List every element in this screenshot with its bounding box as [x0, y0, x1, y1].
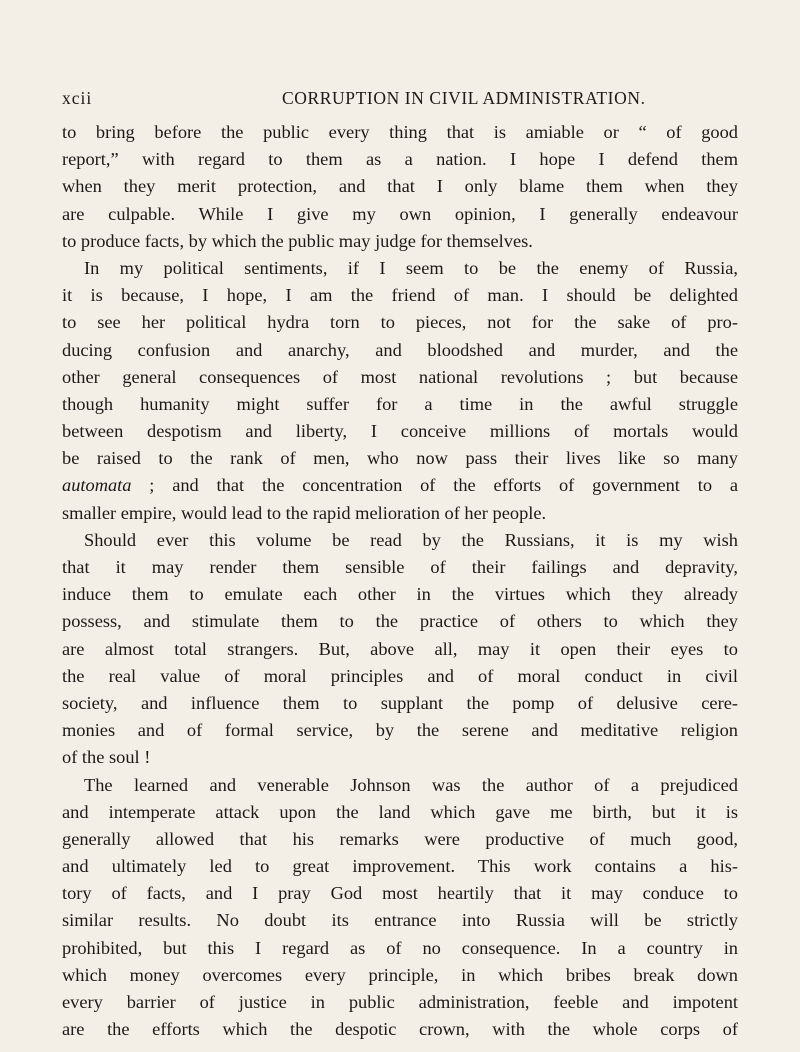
text-line — [62, 717, 738, 744]
text-line — [62, 663, 738, 690]
text-line — [62, 445, 738, 472]
italic-text: automata — [62, 475, 132, 496]
line-text: similar results. No doubt its entrance into Russia will be strictly — [62, 910, 738, 931]
line-text: when they merit protection, and that I only blame them when they — [62, 176, 738, 197]
line-text: The learned and venerable Johnson was the author of a prejudiced — [84, 774, 738, 795]
line-text: be raised to the rank of men, who now pass their lives like so many — [62, 448, 738, 469]
line-text: prohibited, but this I regard as of no consequence. In a country in — [62, 937, 738, 958]
text-line — [62, 119, 738, 146]
line-text: report,” with regard to them as a nation. I hope I defend them — [62, 149, 738, 170]
text-line — [62, 772, 738, 799]
text-line — [62, 337, 738, 364]
text-line — [62, 989, 738, 1016]
text-line — [62, 554, 738, 581]
text-line — [62, 282, 738, 309]
text-line — [62, 935, 738, 962]
line-text: it is because, I hope, I am the friend of man. I should be delighted — [62, 285, 738, 306]
body-text — [62, 119, 738, 1043]
line-text: monies and of formal service, by the serene and meditative religion — [62, 720, 738, 741]
text-line — [62, 418, 738, 445]
line-text: and ultimately led to great improvement. This work contains a his- — [62, 856, 738, 877]
text-line — [62, 880, 738, 907]
line-text: to see her political hydra torn to pieces, not for the sake of pro- — [62, 312, 738, 333]
line-text: to bring before the public every thing that is amiable or “ of good — [62, 122, 738, 142]
running-title: CORRUPTION IN CIVIL ADMINISTRATION. — [282, 88, 646, 108]
text-line — [62, 364, 738, 391]
line-text: and intemperate attack upon the land which gave me birth, but it is — [62, 801, 738, 822]
line-text: induce them to emulate each other in the virtues which they already — [62, 584, 738, 605]
text-line — [62, 146, 738, 173]
text-line — [62, 309, 738, 336]
line-text: that it may render them sensible of their failings and depravity, — [62, 557, 738, 577]
line-text: society, and influence them to supplant the pomp of delusive cere- — [62, 692, 738, 713]
line-text: of the soul ! — [62, 747, 151, 768]
text-line — [62, 608, 738, 635]
line-text: generally allowed that his remarks were productive of much good, — [62, 828, 738, 849]
text-line — [62, 581, 738, 608]
text-line — [62, 527, 738, 554]
line-text: ducing confusion and anarchy, and bloodshed and murder, and the — [62, 339, 738, 360]
line-text: Should ever this volume be read by the Russians, it is my wish — [84, 529, 738, 550]
text-line — [62, 472, 738, 499]
line-text: tory of facts, and I pray God most heartily that it may conduce to — [62, 883, 738, 904]
line-text: possess, and stimulate them to the practice of others to which they — [62, 611, 738, 632]
text-line — [62, 826, 738, 853]
line-text: which money overcomes every principle, in which bribes break down — [62, 964, 738, 985]
text-line — [62, 391, 738, 418]
line-text: every barrier of justice in public administration, feeble and impotent — [62, 992, 738, 1012]
text-line — [62, 907, 738, 934]
text-line — [62, 636, 738, 663]
text-line — [62, 744, 738, 771]
line-text: smaller empire, would lead to the rapid melioration of her people. — [62, 502, 547, 523]
line-text: other general consequences of most national revolutions ; but because — [62, 366, 738, 387]
line-text: ; and that the concentration of the efforts of government to a — [131, 475, 738, 496]
text-line — [62, 500, 738, 527]
text-line — [62, 853, 738, 880]
line-text: In my political sentiments, if I seem to be the enemy of Russia, — [84, 257, 738, 278]
line-text: to produce facts, by which the public may judge for themselves. — [62, 230, 533, 251]
line-text: are almost total strangers. But, above all, may it open their eyes to — [62, 638, 738, 659]
text-line — [62, 1016, 738, 1043]
line-text: are culpable. While I give my own opinion, I generally endeavour — [62, 203, 738, 224]
text-line — [62, 228, 738, 255]
text-line — [62, 173, 738, 200]
line-text: between despotism and liberty, I conceive millions of mortals would — [62, 421, 738, 442]
text-line — [62, 690, 738, 717]
text-line — [62, 255, 738, 282]
text-line — [62, 962, 738, 989]
line-text: the real value of moral principles and of moral conduct in civil — [62, 665, 738, 686]
line-text: are the efforts which the despotic crown, with the whole corps of — [62, 1019, 738, 1040]
page-number: xcii — [62, 88, 93, 108]
text-line — [62, 799, 738, 826]
text-line — [62, 201, 738, 228]
line-text: though humanity might suffer for a time in the awful struggle — [62, 393, 738, 414]
